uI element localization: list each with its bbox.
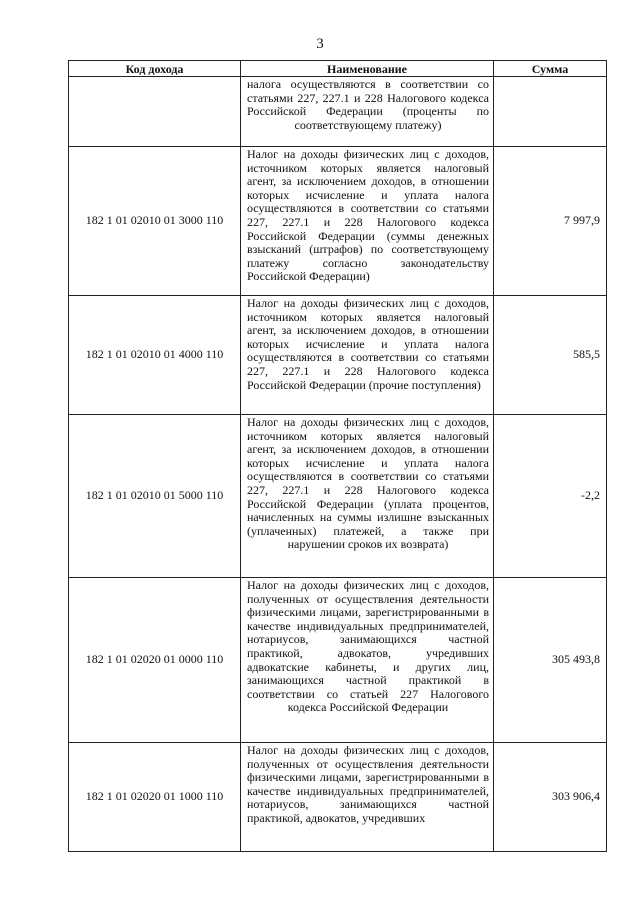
header-name: Наименование	[241, 61, 494, 77]
table-row	[69, 415, 607, 578]
table-row	[69, 743, 607, 852]
income-name-cell	[241, 77, 494, 147]
income-name-cell	[241, 415, 494, 578]
income-sum-cell: -2,2	[494, 415, 607, 578]
income-name-cell	[241, 296, 494, 415]
income-name-cell	[241, 743, 494, 852]
income-name-cell	[241, 147, 494, 296]
income-sum-cell	[494, 77, 607, 147]
income-code-cell: 182 1 01 02010 01 3000 110	[69, 147, 241, 296]
income-table	[68, 60, 607, 852]
page-number: 3	[316, 36, 324, 52]
income-code-cell: 182 1 01 02020 01 1000 110	[69, 743, 241, 852]
table-row	[69, 578, 607, 743]
income-code-cell: 182 1 01 02020 01 0000 110	[69, 578, 241, 743]
income-code-cell: 182 1 01 02010 01 5000 110	[69, 415, 241, 578]
income-code-cell	[69, 77, 241, 147]
header-sum: Сумма	[494, 61, 607, 77]
income-name-cell	[241, 578, 494, 743]
table-row	[69, 147, 607, 296]
income-name-text: налога осуществляются в соответствии со статьями 227, 227.1 и 228 Налогового кодекса Российской Федерации (проценты по соответствующему платежу)	[247, 77, 489, 132]
header-code: Код дохода	[69, 61, 241, 77]
income-name-text: Налог на доходы физических лиц с доходов, источником которых является налоговый агент, за исключением доходов, в отношении которых исчисление и уплата налога осуществляются в соответствии со статьями 227, 227.1 и 228 Налогового кодекса Российской Федерации (суммы денежных взысканий (штрафов) по соответствующему платежу согласно законодательству Российской Федерации)	[247, 147, 489, 284]
income-sum-cell: 585,5	[494, 296, 607, 415]
table-row	[69, 296, 607, 415]
income-name-text: Налог на доходы физических лиц с доходов, полученных от осуществления деятельности физическими лицами, зарегистрированными в качестве индивидуальных предпринимателей, нотариусов, занимающихся частной практикой, адвокатов, учредивших	[247, 743, 489, 825]
income-sum-cell: 305 493,8	[494, 578, 607, 743]
income-sum-cell: 303 906,4	[494, 743, 607, 852]
table-header-row	[69, 61, 607, 77]
income-sum-cell: 7 997,9	[494, 147, 607, 296]
table-row	[69, 77, 607, 147]
income-name-text: Налог на доходы физических лиц с доходов, полученных от осуществления деятельности физическими лицами, зарегистрированными в качестве индивидуальных предпринимателей, нотариусов, занимающихся частной практикой, адвокатов, учредивших адвокатские кабинеты, и других лиц, занимающихся частной практикой в соответствии со статьей 227 Налогового кодекса Российской Федерации	[247, 578, 489, 715]
income-name-text: Налог на доходы физических лиц с доходов, источником которых является налоговый агент, за исключением доходов, в отношении которых исчисление и уплата налога осуществляются в соответствии со статьями 227, 227.1 и 228 Налогового кодекса Российской Федерации (уплата процентов, начисленных на суммы излишне взысканных (уплаченных) платежей, а также при нарушении сроков их возврата)	[247, 415, 489, 552]
income-name-text: Налог на доходы физических лиц с доходов, источником которых является налоговый агент, за исключением доходов, в отношении которых исчисление и уплата налога осуществляются в соответствии со статьями 227, 227.1 и 228 Налогового кодекса Российской Федерации (прочие поступления)	[247, 296, 489, 392]
income-code-cell: 182 1 01 02010 01 4000 110	[69, 296, 241, 415]
